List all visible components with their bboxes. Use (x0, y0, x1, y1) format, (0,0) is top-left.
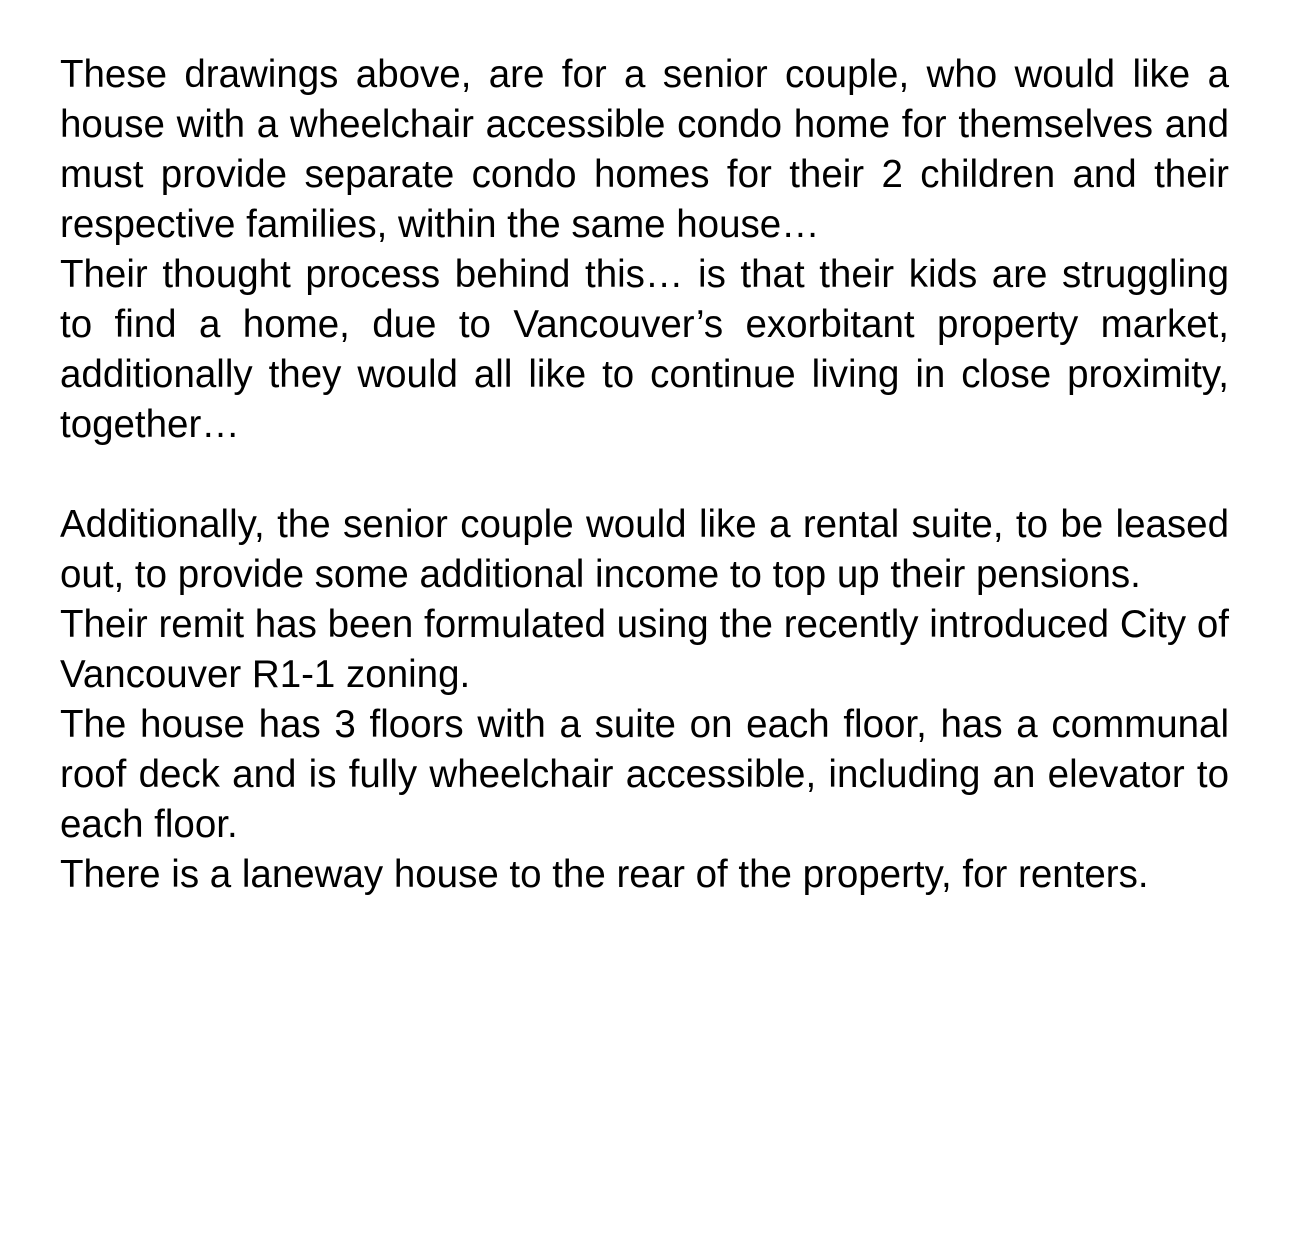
paragraph-client-brief: These drawings above, are for a senior couple, who would like a house with a wheelchair accessible condo home for themselves and must provide separate condo homes for their 2 children and their respective families, within the same house… (60, 53, 1229, 246)
document-body (60, 50, 1229, 900)
paragraph-house-features: The house has 3 floors with a suite on each floor, has a communal roof deck and is fully wheelchair accessible, including an elevator to each floor. (60, 703, 1229, 846)
paragraph-zoning: Their remit has been formulated using the recently introduced City of Vancouver R1-1 zoning. (60, 603, 1229, 696)
paragraph-laneway-house: There is a laneway house to the rear of the property, for renters. (60, 853, 1149, 896)
paragraph-rental-suite: Additionally, the senior couple would like a rental suite, to be leased out, to provide some additional income to top up their pensions. (60, 503, 1229, 596)
paragraph-thought-process: Their thought process behind this… is that their kids are struggling to find a home, due to Vancouver’s exorbitant property market, additionally they would all like to continue living in close proximity, together… (60, 253, 1229, 446)
paragraph-spacer (60, 450, 1229, 500)
